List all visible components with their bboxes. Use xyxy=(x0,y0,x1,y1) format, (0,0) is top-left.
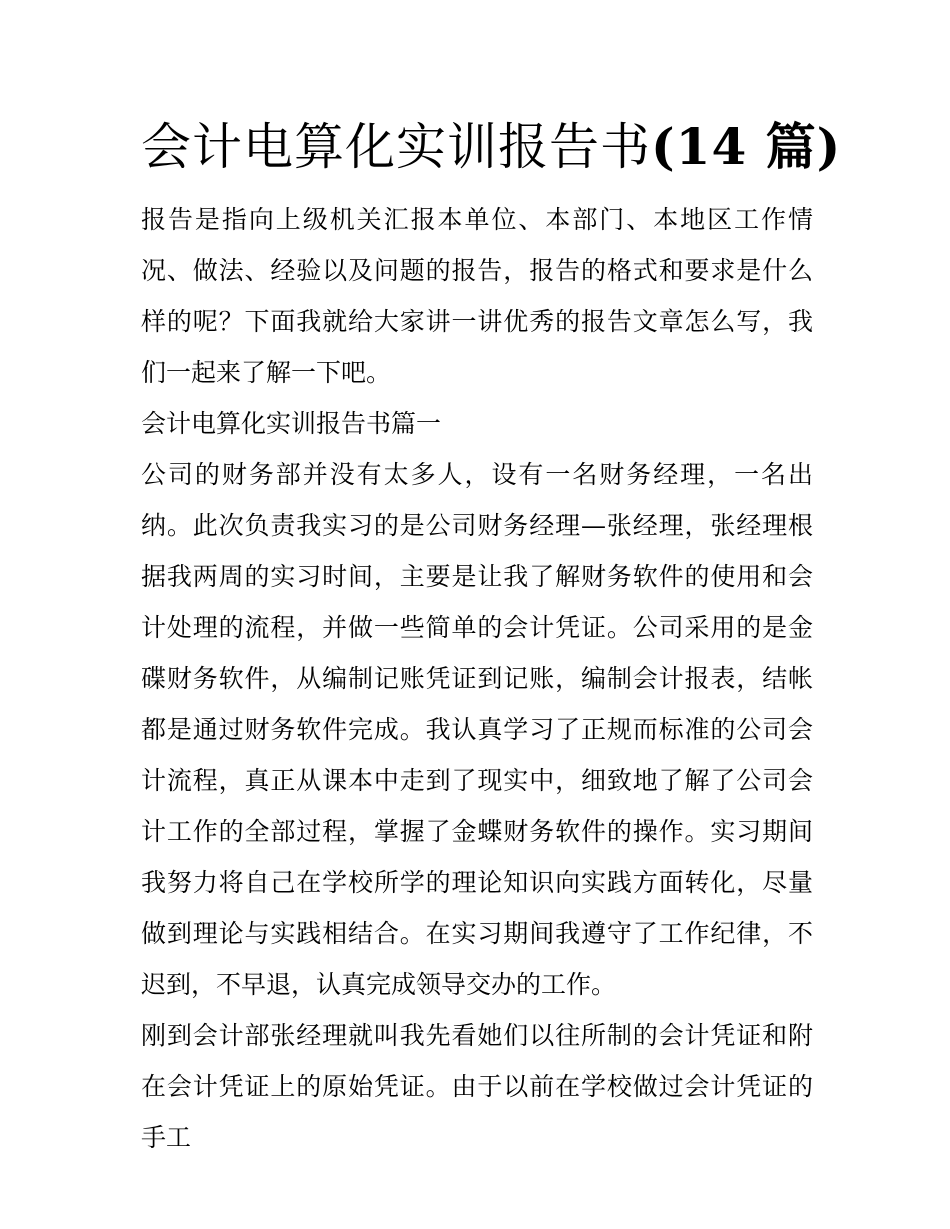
document-title-count: (14 篇) xyxy=(651,117,842,176)
section-heading: 会计电算化实训报告书篇一 xyxy=(141,409,442,438)
document-title-main: 会计电算化实训报告书 xyxy=(141,118,651,176)
document-title xyxy=(141,112,842,182)
body-paragraph-1: 公司的财务部并没有太多人，设有一名财务经理，一名出纳。此次负责我实习的是公司财务经理—张经理，张经理根据我两周的实习时间，主要是让我了解财务软件的使用和会计处理的流程，并做一些简单的会计凭证。公司采用的是金碟财务软件，从编制记账凭证到记账，编制会计报表，结帐都是通过财务软件完成。我认真学习了正规而标准的公司会计流程，真正从课本中走到了现实中，细致地了解了公司会计工作的全部过程，掌握了金蝶财务软件的操作。实习期间我努力将自己在学校所学的理论知识向实践方面转化，尽量做到理论与实践相结合。在实习期间我遵守了工作纪律，不迟到，不早退，认真完成领导交办的工作。 xyxy=(141,460,813,999)
intro-paragraph: 报告是指向上级机关汇报本单位、本部门、本地区工作情况、做法、经验以及问题的报告，报告的格式和要求是什么样的呢？下面我就给大家讲一讲优秀的报告文章怎么写，我们一起来了解一下吧。 xyxy=(141,205,813,387)
document-page xyxy=(141,112,842,1163)
body-paragraph-2: 刚到会计部张经理就叫我先看她们以往所制的会计凭证和附在会计凭证上的原始凭证。由于以前在学校做过会计凭证的手工 xyxy=(141,1021,813,1152)
